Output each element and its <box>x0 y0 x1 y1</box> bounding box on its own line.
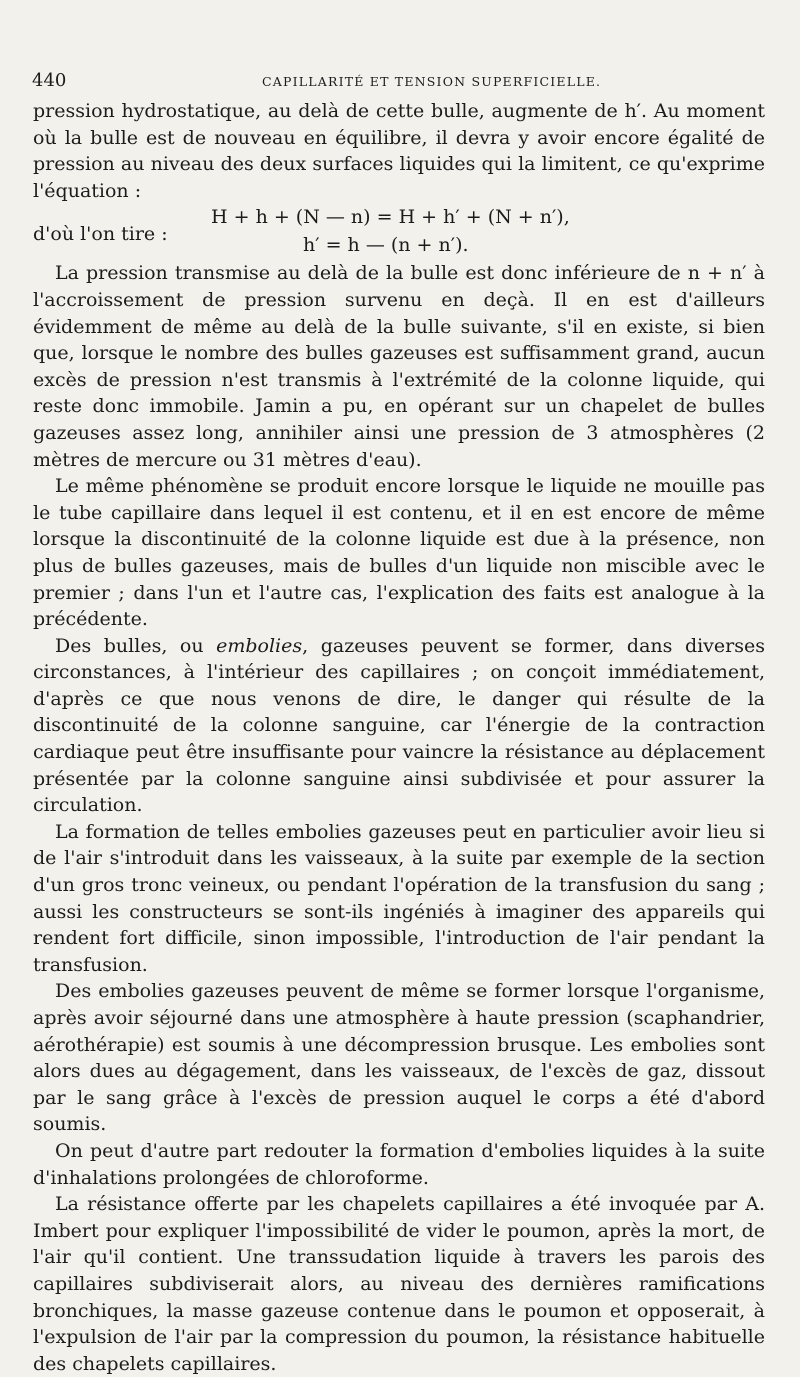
running-title: CAPILLARITÉ ET TENSION SUPERFICIELLE. <box>262 74 602 89</box>
page-header <box>32 70 772 92</box>
equation-1: H + h + (N — n) = H + h′ + (N + n′), <box>211 206 570 229</box>
term-embolies: embolies <box>216 634 303 657</box>
paragraph-pressure-transmission: La pression transmise au delà de la bulle est donc inférieure de n + n′ à l'accroissement de pression survenu en deçà. Il en est d'ailleurs évidemment de même au delà de la bulle suivante, s'il en existe, si bien que, lorsque le nombre des bulles gazeuses est suffisamment grand, aucun excès de pression n'est transmis à l'extrémité de la colonne liquide, qui reste donc immobile. Jamin a pu, en opérant sur un chapelet de bulles gazeuses assez long, annihiler ainsi une pression de 3 atmosphères (2 mètres de mercure ou 31 mètres d'eau). <box>33 262 765 471</box>
p3-start: Des bulles, ou <box>55 634 217 657</box>
page-number: 440 <box>32 70 67 91</box>
equation-lead-in: d'où l'on tire : <box>33 223 168 246</box>
paragraph-continuation: pression hydrostatique, au delà de cette bulle, augmente de h′. Au moment où la bulle est de nouveau en équilibre, il devra y avoir encore égalité de pression au niveau des deux surfaces liquides qui la limitent, ce qu'exprime l'équation : <box>33 100 765 202</box>
equation-2: h′ = h — (n + n′). <box>303 234 469 257</box>
p3-end: , gazeuses peuvent se former, dans diverses circonstances, à l'intérieur des capillaires ; on conçoit immédiatement, d'après ce que nous venons de dire, le danger qui résulte de la discontinuité de la colonne sanguine, car l'énergie de la contraction cardiaque peut être insuffisante pour vaincre la résistance au déplacement présentée par la colonne sanguine ainsi subdivisée et pour assurer la circulation. <box>33 634 765 817</box>
paragraph-non-wetting: Le même phénomène se produit encore lorsque le liquide ne mouille pas le tube capillaire dans lequel il est contenu, et il en est encore de même lorsque la discontinuité de la colonne liquide est due à la présence, non plus de bulles gazeuses, mais de bulles d'un liquide non miscible avec le premier ; dans l'un et l'autre cas, l'explication des faits est analogue à la précédente. <box>33 475 765 631</box>
paragraph-embolies <box>33 633 765 819</box>
paragraph-chloroform: On peut d'autre part redouter la formation d'embolies liquides à la suite d'inhalations prolongées de chloroforme. <box>33 1139 765 1189</box>
body-text <box>33 98 765 1377</box>
equation-block <box>33 204 765 260</box>
paragraph-decompression: Des embolies gazeuses peuvent de même se former lorsque l'organisme, après avoir séjourné dans une atmosphère à haute pression (scaphandrier, aérothérapie) est soumis à une décompression brusque. Les embolies sont alors dues au dégagement, dans les vaisseaux, de l'excès de gaz, dissout par le sang grâce à l'excès de pression auquel le corps a été d'abord soumis. <box>33 980 765 1136</box>
paragraph-air-embolism: La formation de telles embolies gazeuses peut en particulier avoir lieu si de l'air s'introduit dans les vaisseaux, à la suite par exemple de la section d'un gros tronc veineux, ou pendant l'opération de la transfusion du sang ; aussi les constructeurs se sont-ils ingéniés à imaginer des appareils qui rendent fort difficile, sinon impossible, l'introduction de l'air pendant la transfusion. <box>33 820 765 976</box>
paragraph-imbert: La résistance offerte par les chapelets capillaires a été invoquée par A. Imbert pour expliquer l'impossibilité de vider le poumon, après la mort, de l'air qu'il contient. Une transsudation liquide à travers les parois des capillaires subdiviserait alors, au niveau des dernières ramifications bronchiques, la masse gazeuse contenue dans le poumon et opposerait, à l'expulsion de l'air par la compression du poumon, la résistance habituelle des chapelets capillaires. <box>33 1193 765 1375</box>
